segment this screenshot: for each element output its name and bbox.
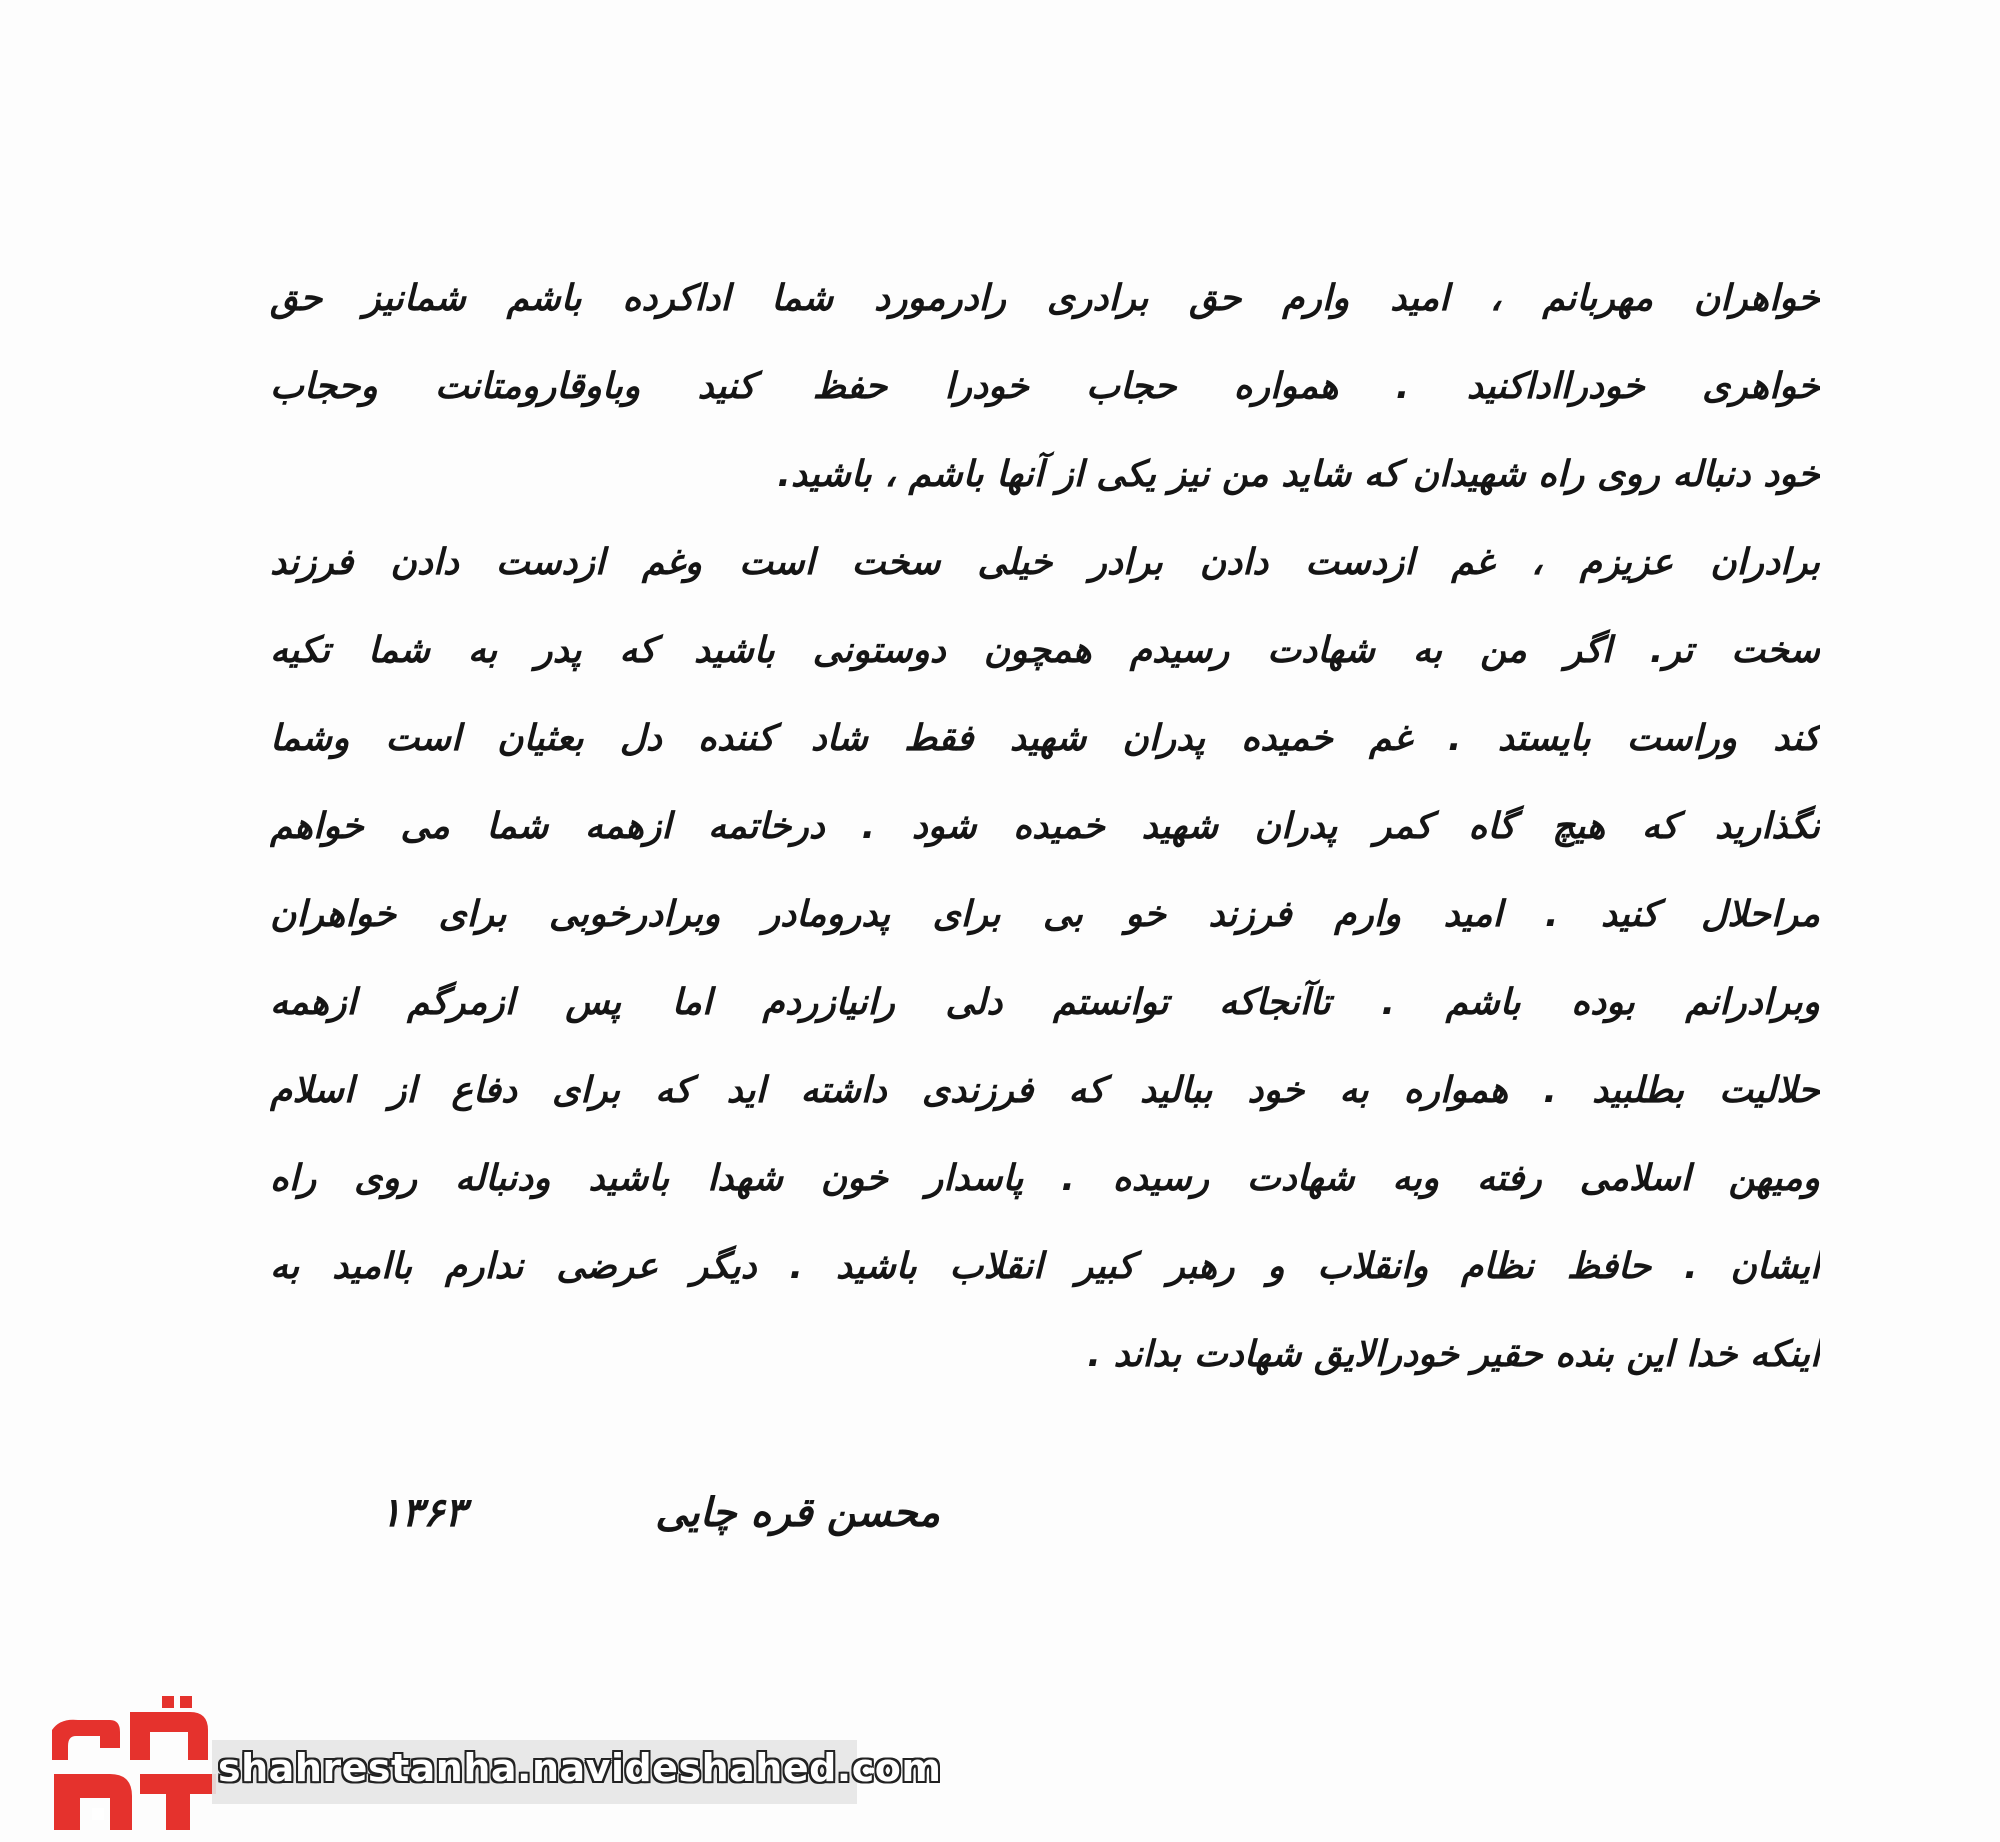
navideshahed-logo-icon — [40, 1690, 230, 1840]
letter-line: اینکه خدا این بنده حقیر خودرالایق شهادت بداند . — [1087, 1334, 1820, 1375]
letter-line: ایشان . حافظ نظام وانقلاب و رهبر کبیر انقلاب باشید . دیگر عرضی ندارم باامید به — [270, 1246, 1820, 1287]
letter-line: وبرادرانم بوده باشم . تاآنجاکه توانستم دلی رانیازردم اما پس ازمرگم ازهمه — [270, 982, 1820, 1023]
letter-body — [270, 255, 1820, 1399]
letter-line: ومیهن اسلامی رفته وبه شهادت رسیده . پاسدار خون شهدا باشید ودنباله روی راه — [270, 1158, 1820, 1199]
signature-name: محسن قره چایی — [655, 1490, 940, 1536]
letter-line: خواهری خودرااداکنید . همواره حجاب خودرا حفظ کنید وباوقارومتانت وحجاب — [270, 366, 1820, 407]
letter-line: کند وراست بایستد . غم خمیده پدران شهید فقط شاد کننده دل بعثیان است وشما — [270, 718, 1820, 759]
letter-line: خود دنباله روی راه شهیدان که شاید من نیز یکی از آنها باشم ، باشید. — [777, 454, 1820, 495]
letter-line: حلالیت بطلبید . همواره به خود ببالید که فرزندی داشته اید که برای دفاع از اسلام — [270, 1070, 1820, 1111]
site-watermark — [40, 1690, 942, 1840]
letter-line: نگذارید که هیچ گاه کمر پدران شهید خمیده شود . درخاتمه ازهمه شما می خواهم — [270, 806, 1820, 847]
letter-line: برادران عزیزم ، غم ازدست دادن برادر خیلی سخت است وغم ازدست دادن فرزند — [270, 542, 1820, 583]
signature-year: ۱۳۶۳ — [380, 1490, 466, 1536]
letter-line: مراحلال کنید . امید وارم فرزند خو بی برای پدرومادر وبرادرخوبی برای خواهران — [270, 894, 1820, 935]
watermark-url: shahrestanha.navideshahed.com — [218, 1746, 942, 1790]
letter-line: خواهران مهربانم ، امید وارم حق برادری رادرمورد شما اداکرده باشم شمانیز حق — [270, 278, 1820, 319]
letter-line: سخت تر. اگر من به شهادت رسیدم همچون دوستونی باشید که پدر به شما تکیه — [270, 630, 1820, 671]
signature-block — [380, 1490, 940, 1560]
